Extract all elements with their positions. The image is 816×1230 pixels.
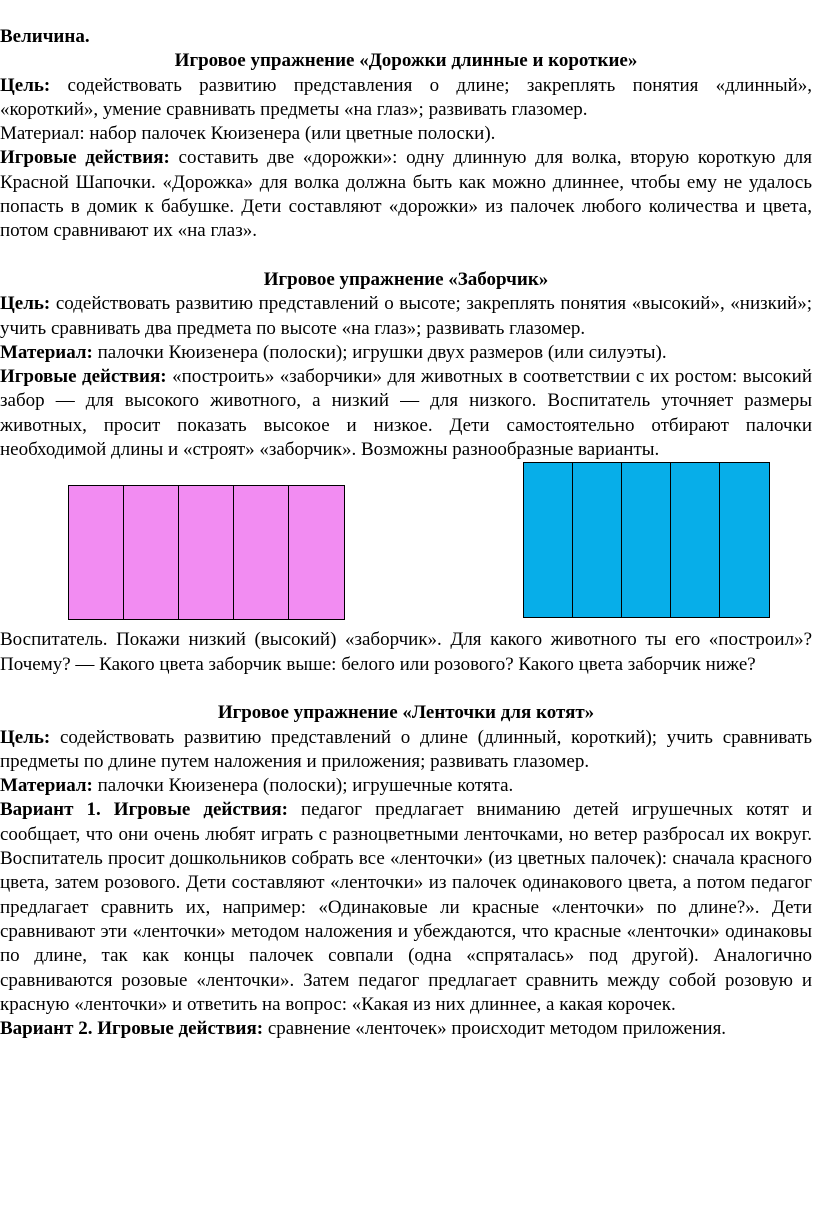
exercise-1-actions [0, 146, 812, 243]
exercise-1-goal [0, 74, 812, 123]
blue-fence-plank [524, 463, 573, 617]
exercise-1-title: Игровое упражнение «Дорожки длинные и короткие» [174, 50, 638, 72]
pink-fence-plank [289, 486, 344, 619]
goal-text: содействовать развитию представлений о длине (длинный, короткий); учить сравнивать предметы по длине путем наложения и приложения; развивать глазомер. [0, 726, 812, 772]
material-label: Материал: [0, 775, 93, 797]
exercise-2-actions [0, 365, 812, 462]
variant-1-text: педагог предлагает вниманию детей игрушечных котят и сообщает, что они очень любят играть с разноцветными ленточками, но ветер разбросал их вокруг. Воспитатель просит дошкольников собрать все «ленточки» (из цветных палочек): сначала красного цвета, затем розового. Дети составляют «ленточки» из палочек одинакового цвета, а потом педагог предлагает сравнить их, например: «Одинаковые ли красные «ленточки» по длине?». Дети сравнивают эти «ленточки» методом наложения и убеждаются, что красные «ленточки» одинаковы по длине, так как концы палочек совпали (одна «спряталась» под другой). Аналогично сравниваются розовые «ленточки». Затем педагог предлагает сравнить между собой розовую и красную «ленточки» и ответить на вопрос: «Какая из них длиннее, а какая корочек. [0, 799, 812, 1015]
pink-fence-plank [179, 486, 234, 619]
variant-1-label: Вариант 1. Игровые действия: [0, 799, 288, 821]
exercise-2-dialog: Воспитатель. Покажи низкий (высокий) «заборчик». Для какого животного ты его «построил»? Почему? — Какого цвета заборчик выше: белого или розового? Какого цвета заборчик ниже? [0, 629, 812, 675]
pink-fence-plank [124, 486, 179, 619]
actions-label: Игровые действия: [0, 366, 167, 388]
spacer [0, 244, 812, 268]
pink-fence-plank [234, 486, 289, 619]
blue-fence-plank [720, 463, 769, 617]
blue-fence [523, 462, 770, 618]
exercise-3-title: Игровое упражнение «Ленточки для котят» [217, 702, 595, 724]
actions-text: составить две «дорожки»: одну длинную для волка, вторую короткую для Красной Шапочки. «Дорожка» для волка должна быть как можно длиннее, чтобы ему не удалось попасть в домик к бабушке. Дети составляют «дорожки» из палочек любого количества и цвета, потом сравнивают их «на глаз». [0, 147, 812, 242]
exercise-2-material [0, 341, 812, 365]
blue-fence-plank [622, 463, 671, 617]
spacer [0, 677, 812, 701]
pink-fence [68, 485, 345, 620]
blue-fence-plank [573, 463, 622, 617]
document-page [0, 25, 812, 1041]
exercise-2-title: Игровое упражнение «Заборчик» [263, 268, 549, 290]
exercise-3-material [0, 774, 812, 798]
exercise-3-variant-1 [0, 798, 812, 1017]
exercise-2-goal [0, 292, 812, 341]
goal-text: содействовать развитию представлений о высоте; закреплять понятия «высокий», «низкий»; учить сравнивать два предмета по высоте «на глаз»; развивать глазомер. [0, 293, 812, 339]
material-text: палочки Кюизенера (полоски); игрушечные котята. [92, 775, 514, 797]
section-title: Величина. [0, 26, 90, 47]
blue-fence-plank [671, 463, 720, 617]
goal-text: содействовать развитию представления о длине; закреплять понятия «длинный», «короткий», умение сравнивать предметы «на глаз»; развивать глазомер. [0, 74, 812, 120]
material-label: Материал: [0, 341, 93, 363]
pink-fence-plank [69, 486, 124, 619]
actions-label: Игровые действия: [0, 147, 170, 169]
exercise-1-material: Материал: набор палочек Кюизенера (или цветные полоски). [0, 123, 496, 145]
exercise-3-variant-2 [0, 1017, 812, 1041]
goal-label: Цель: [0, 74, 51, 96]
variant-2-text: сравнение «ленточек» происходит методом приложения. [263, 1018, 727, 1040]
goal-label: Цель: [0, 726, 51, 748]
exercise-3-goal [0, 726, 812, 775]
goal-label: Цель: [0, 293, 51, 315]
variant-2-label: Вариант 2. Игровые действия: [0, 1018, 264, 1040]
material-text: палочки Кюизенера (полоски); игрушки двух размеров (или силуэты). [92, 341, 667, 363]
actions-text: «построить» «заборчики» для животных в соответствии с их ростом: высокий забор — для высокого животного, а низкий — для низкого. Воспитатель уточняет размеры животных, просит показать высокое и низкое. Дети самостоятельно отбирают палочки необходимой длины и «строят» «заборчик». Возможны разнообразные варианты. [0, 366, 813, 461]
fences-illustration [0, 462, 812, 620]
